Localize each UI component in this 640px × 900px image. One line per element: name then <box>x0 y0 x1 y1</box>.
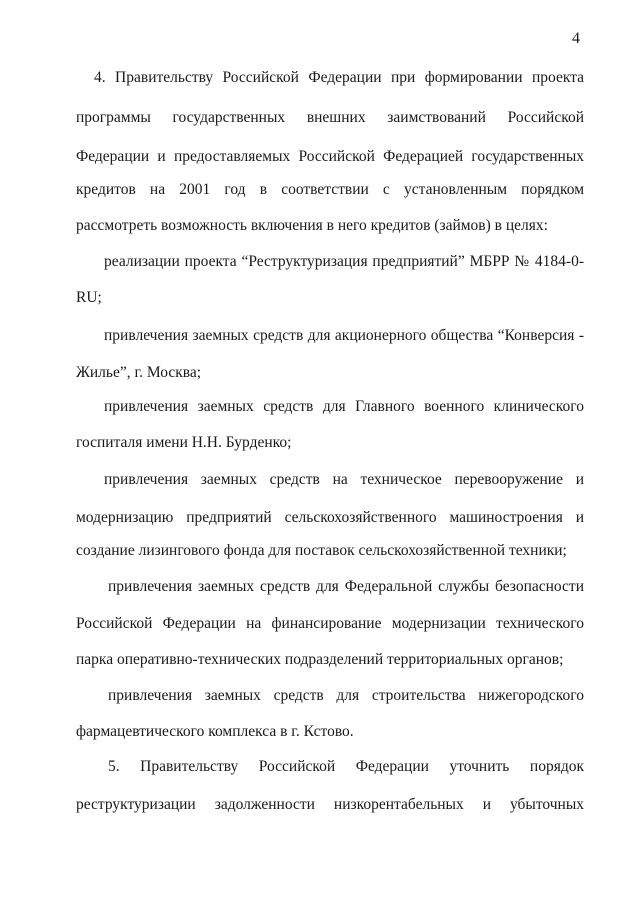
paragraph-line: кредитов на 2001 год в соответствии с установленным порядком <box>76 181 584 198</box>
paragraph-line: фармацевтического комплекса в г. Кстово. <box>76 723 354 740</box>
paragraph-line: 4. Правительству Российской Федерации при формировании проекта <box>94 69 584 86</box>
paragraph-line: привлечения заемных средств для Федеральной службы безопасности <box>108 578 584 595</box>
paragraph-line: привлечения заемных средств на техническое перевооружение и <box>104 471 584 488</box>
paragraph-line: парка оперативно-технических подразделений территориальных органов; <box>76 651 564 668</box>
page-number: 4 <box>572 30 580 47</box>
paragraph-line: программы государственных внешних заимствований Российской <box>76 109 584 126</box>
paragraph-line: Федерации и предоставляемых Российской Федерацией государственных <box>76 148 584 165</box>
paragraph-line: реализации проекта “Реструктуризация предприятий” МБРР № 4184-0- <box>104 253 584 270</box>
paragraph-line: RU; <box>76 289 102 306</box>
paragraph-line: модернизацию предприятий сельскохозяйственного машиностроения и <box>76 509 584 526</box>
paragraph-line: 5. Правительству Российской Федерации уточнить порядок <box>108 758 584 775</box>
paragraph-line: рассмотреть возможность включения в него кредитов (займов) в целях: <box>76 217 548 234</box>
paragraph-line: привлечения заемных средств для строительства нижегородского <box>108 687 584 704</box>
paragraph-line: привлечения заемных средств для Главного военного клинического <box>104 398 584 415</box>
paragraph-line: Жилье”, г. Москва; <box>76 364 202 381</box>
paragraph-line: реструктуризации задолженности низкорентабельных и убыточных <box>76 796 584 813</box>
paragraph-line: создание лизингового фонда для поставок сельскохозяйственной техники; <box>76 542 567 559</box>
paragraph-line: привлечения заемных средств для акционерного общества “Конверсия - <box>104 327 584 344</box>
paragraph-line: госпиталя имени Н.Н. Бурденко; <box>76 434 292 451</box>
paragraph-line: Российской Федерации на финансирование модернизации технического <box>76 615 584 632</box>
